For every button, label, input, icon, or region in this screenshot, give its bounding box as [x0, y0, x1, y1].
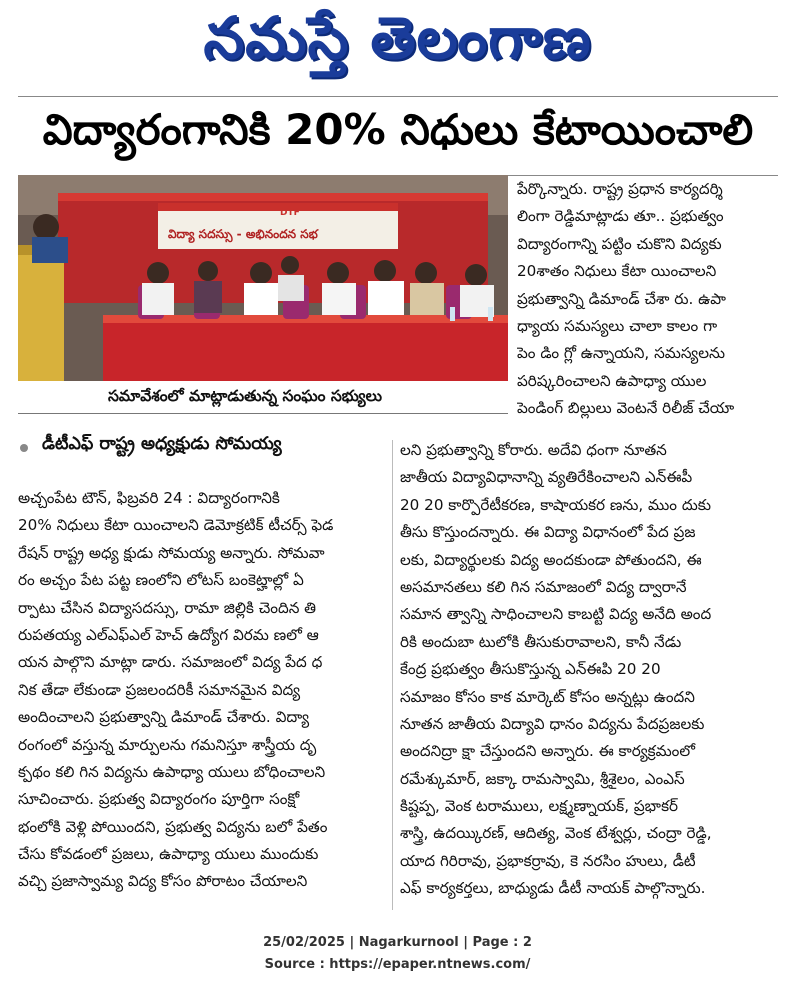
article-line: ర్పాటు చేసిన విద్యాసదస్సు, రామా జిల్లికి చెందిన తి — [18, 598, 317, 617]
right-top-column — [517, 176, 779, 423]
article-line: రికి అందుబా టులోకి తీసుకురావాలని, కానీ నేడు — [400, 632, 682, 651]
article-line: రంగంలో వస్తున్న మార్పులను గమనిస్తూ శాస్త్రీయ దృ — [18, 735, 317, 754]
article-line: చేసు కోవడంలో ప్రజలు, ఉపాధ్యా యులు ముందుకు — [18, 845, 319, 864]
subhead — [18, 432, 398, 472]
bullet-icon — [20, 444, 28, 452]
article-line: విద్యారంగాన్ని పట్టిం చుకొని విద్యకు — [517, 234, 722, 253]
article-line: క్పథం కలి గిన విద్యను ఉపాధ్యా యులు బోధించాలని — [18, 762, 326, 781]
article-line: 20శాతం నిధులు కేటా యించాలని — [517, 262, 717, 281]
article-line: ఎఫ్ కార్యకర్తలు, బాధ్యుడు డీటీ నాయక్ పాల్గొన్నారు. — [400, 879, 706, 898]
article-line: కిష్టప్ప, వెంక టరాములు, లక్ష్మణ్నాయక్, ప్రభాకర్ — [400, 797, 679, 816]
article-line: యాద గిరిరావు, ప్రభాకర్రావు, కె నరసిం హులు, డీటీ — [400, 851, 696, 870]
footer — [0, 932, 795, 976]
article-line: లకు, విద్యార్థులకు విద్య అందకుండా పోతుందని, ఈ — [400, 550, 702, 569]
left-column — [18, 485, 389, 896]
article-line: శాస్త్రి, ఉదయ్కిరణ్, ఆదిత్య, వెంక టేశ్వర్లు, చంద్రా రెడ్డి, — [400, 824, 712, 843]
article-line: జాతీయ విద్యావిధానాన్ని వ్యతిరేకించాలని ఎన్ఈపీ — [400, 468, 693, 487]
masthead — [0, 0, 795, 92]
article-line: 20 20 కార్పొరేటీకరణ, కాషాయకర ణను, ముం దుకు — [400, 495, 711, 514]
article-line: అసమానతలు కలి గిన సమాజంలో విద్య ద్వారానే — [400, 577, 687, 596]
headline-box — [18, 96, 778, 176]
article-line: సూచించారు. ప్రభుత్వ విద్యారంగం పూర్తిగా సంక్షో — [18, 790, 300, 809]
article-line: లని ప్రభుత్వాన్ని కోరారు. అదేవి ధంగా నూతన — [400, 441, 667, 459]
meeting-photo — [18, 175, 508, 381]
article-line: పెం డిం గ్లో ఉన్నాయని, సమస్యలను — [517, 344, 725, 363]
article-line: ప్రభుత్వాన్ని డిమాండ్ చేశా రు. ఉపా — [517, 289, 726, 308]
article-line: రేషన్ రాష్ట్ర అధ్య క్షుడు సోమయ్య అన్నారు. సోమవా — [18, 543, 325, 562]
article-line: తీసు కొస్తుందన్నారు. ఈ విద్యా విధానంలో పేద ప్రజ — [400, 523, 696, 542]
article-line: యన పాల్గొని మాట్లా డారు. సమాజంలో విద్య పేద ధ — [18, 653, 323, 672]
masthead-title: నమస్తే తెలంగాణ — [203, 4, 592, 72]
column-divider — [392, 440, 393, 910]
right-bottom-column — [400, 437, 779, 903]
headline: విద్యారంగానికి 20% నిధులు కేటాయించాలి — [42, 105, 754, 154]
article-line: పేర్కొన్నారు. రాష్ట్ర ప్రధాన కార్యదర్శి — [517, 180, 723, 198]
article-line: వచ్చి ప్రజాస్వామ్య విద్య కోసం పోరాటం చేయాలని — [18, 872, 308, 891]
article-line: నూతన జాతీయ విద్యావి ధానం విద్యను పేదప్రజలకు — [400, 714, 705, 733]
article-line: కేంద్ర ప్రభుత్వం తీసుకొస్తున్న ఎన్ఈపి 20 20 — [400, 660, 661, 679]
article-line: రమేశ్కుమార్, జక్కా రామస్వామి, శ్రీశైలం, ఎంఎస్ — [400, 769, 685, 788]
article-line: సమాన త్వాన్ని సాధించాలని కాబట్టి విద్య అనేది అంద — [400, 605, 712, 624]
article-line: నిక తేడా లేకుండా ప్రజలందరికీ సమానమైన విద్య — [18, 680, 301, 699]
caption-box — [18, 381, 508, 414]
photo-caption: సమావేశంలో మాట్లాడుతున్న సంఘం సభ్యులు — [108, 387, 383, 405]
article-line: 20% నిధులు కేటా యించాలని డెమోక్రటిక్ టీచర్స్ ఫెడ — [18, 516, 334, 535]
subhead-text: డీటీఎఫ్ రాష్ట్ర అధ్యక్షుడు సోమయ్య — [42, 434, 282, 454]
article-line: లింగా రెడ్డిమాట్లాడు తూ.. ప్రభుత్వం — [517, 207, 724, 226]
article-line: ధ్యాయ సమస్యలు చాలా కాలం గా — [517, 316, 718, 335]
article-line: రం అచ్చం పేట పట్ట ణంలోని లోటస్ బంకెట్హాల్లో ఏ — [18, 571, 304, 590]
article-line: అందనిద్రా క్షా చేస్తుందని అన్నారు. ఈ కార్యక్రమంలో — [400, 742, 696, 761]
footer-date-line: 25/02/2025 | Nagarkurnool | Page : 2 — [263, 935, 532, 950]
article-line: అందించాలని ప్రభుత్వాన్ని డిమాండ్ చేశారు. విద్యా — [18, 708, 310, 727]
article-line: పెండింగ్ బిల్లులు వెంటనే రిలీజ్ చేయా — [517, 399, 735, 418]
article-line: రుపతయ్య ఎల్ఎఫ్ఎల్ హెచ్ ఉద్యోగ విరమ ణలో ఆ — [18, 625, 319, 644]
article-line: పరిష్కరించాలని ఉపాధ్యా యుల — [517, 371, 707, 390]
article-line: సమాజం కోసం కాక మార్కెట్ కోసం అన్నట్లు ఉందని — [400, 687, 695, 706]
article-line: అచ్చంపేట టౌన్, ఫిబ్రవరి 24 : విద్యారంగానికి — [18, 489, 280, 507]
banner-text: విద్యా సదస్సు - అభినందన సభ — [168, 227, 318, 241]
meeting-photo-svg — [18, 175, 508, 381]
article-line: భంలోకి వెళ్లి పోయిందని, ప్రభుత్వ విద్యను బలో పేతం — [18, 817, 328, 836]
footer-source-line: Source : https://epaper.ntnews.com/ — [264, 957, 531, 972]
banner-logo: DTF — [280, 208, 300, 218]
